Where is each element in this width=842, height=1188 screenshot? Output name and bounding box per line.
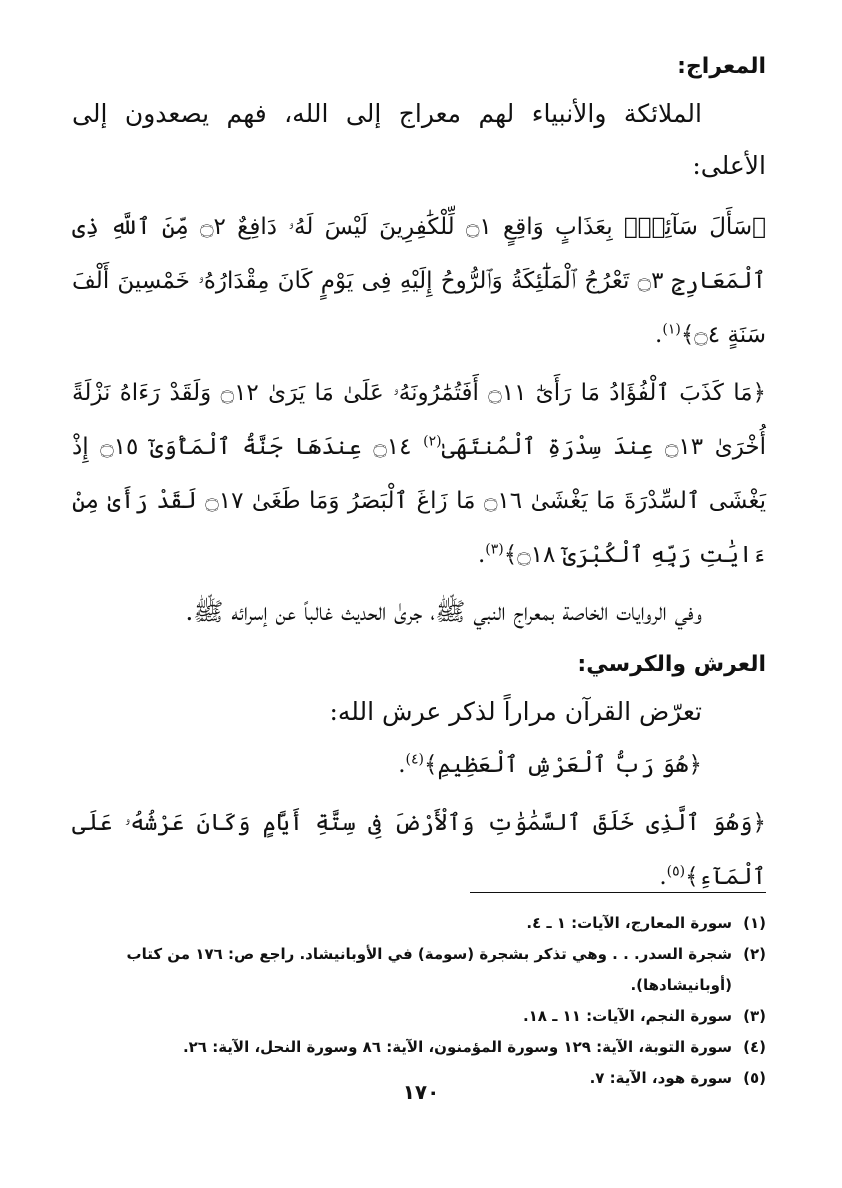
footnote-text: شجرة السدر. . . وهي تذكر بشجرة (سومة) في الأوبانيشاد. راجع ص: ١٧٦ من كتاب (أوبانيشادها). [126, 945, 732, 994]
miraj-intro-paragraph: الملائكة والأنبياء لهم معراج إلى الله، فهم يصعدون إلى الأعلى: [72, 99, 766, 180]
footnote-number: (٣) [743, 1007, 766, 1025]
footnote-number: (٤) [743, 1038, 766, 1056]
verse-text: ﴿مَا كَذَبَ ٱلْفُؤَادُ مَا رَأَىٰٓ ۝١١ أَفَتُمَٰرُونَهُۥ عَلَىٰ مَا يَرَىٰ ۝١٢ وَلَقَدْ رَءَاهُ نَزْلَةً أُخْرَىٰ ۝١٣ عِندَ سِدْرَةِ ٱلْمُنتَهَىٰ [72, 380, 766, 460]
footnote-item [72, 1001, 766, 1032]
footnote-ref: (٣) [485, 541, 504, 558]
footnote-item [72, 908, 766, 939]
footnotes [72, 908, 766, 1094]
footnote-ref: (٤) [405, 751, 424, 768]
footnote-text: سورة التوبة، الآية: ١٢٩ وسورة المؤمنون، الآية: ٨٦ وسورة النحل، الآية: ٢٦. [182, 1038, 732, 1056]
section-heading-throne: العرش والكرسي: [577, 652, 766, 677]
footnote-text: سورة المعارج، الآيات: ١ ـ ٤. [526, 914, 732, 932]
quran-verse-throne-water: ﴿وَهُوَ ٱلَّذِى خَلَقَ ٱلسَّمَٰوَٰتِ وَٱلْأَرْضَ فِى سِتَّةِ أَيَّامٍ وَكَانَ عَرْشُهُۥ عَلَى ٱلْمَآءِ﴾$^{(٥)}$. [72, 810, 766, 890]
quran-verse-throne-great: ﴿هُوَ رَبُّ ٱلْعَرْشِ ٱلْعَظِيمِ﴾$^{(٤)}$. [398, 751, 702, 778]
verse-text: ﴿وَهُوَ ٱلَّذِى خَلَقَ ٱلسَّمَٰوَٰتِ وَٱلْأَرْضَ فِى سِتَّةِ أَيَّامٍ وَكَانَ عَرْشُهُۥ عَلَى ٱلْمَآءِ﴾ [72, 810, 766, 890]
footnote-number: (٥) [743, 1069, 766, 1087]
verse-text: ﴿هُوَ رَبُّ ٱلْعَرْشِ ٱلْعَظِيمِ﴾ [424, 752, 702, 778]
verse-text: ﴿سَأَلَ سَآئِلُۢ بِعَذَابٍ وَاقِعٍ ۝١ لِّلْكَٰفِرِينَ لَيْسَ لَهُۥ دَافِعٌ ۝٢ مِّنَ ٱللَّهِ ذِى ٱلْمَعَارِجِ ۝٣ تَعْرُجُ ٱلْمَلَٰٓئِكَةُ وَٱلرُّوحُ إِلَيْهِ فِى يَوْمٍ كَانَ مِقْدَارُهُۥ خَمْسِينَ أَلْفَ سَنَةٍ ۝٤﴾ [72, 214, 766, 348]
page-body [72, 40, 766, 1160]
section-heading-miraj: المعراج: [677, 54, 766, 79]
footnote-item [72, 1032, 766, 1063]
footnote-item [72, 939, 766, 1001]
footnote-text: سورة النجم، الآيات: ١١ ـ ١٨. [522, 1007, 732, 1025]
quran-verse-najm: ﴿مَا كَذَبَ ٱلْفُؤَادُ مَا رَأَىٰٓ ۝١١ أَفَتُمَٰرُونَهُۥ عَلَىٰ مَا يَرَىٰ ۝١٢ وَلَقَدْ رَءَاهُ نَزْلَةً أُخْرَىٰ ۝١٣ عِندَ سِدْرَةِ ٱلْمُنتَهَىٰ$^{(٢)}$ ۝١٤ عِندَهَا جَنَّةُ ٱلْمَأْوَىٰٓ ۝١٥ إِذْ يَغْشَى ٱلسِّدْرَةَ مَا يَغْشَىٰ ۝١٦ مَا زَاغَ ٱلْبَصَرُ وَمَا طَغَىٰ ۝١٧ لَقَدْ رَأَىٰ مِنْ ءَايَٰتِ رَبِّهِ ٱلْكُبْرَىٰٓ ۝١٨﴾$^{(٣)}$. [72, 380, 766, 568]
verse-text-continued: ۝١٤ عِندَهَا جَنَّةُ ٱلْمَأْوَىٰٓ ۝١٥ إِذْ يَغْشَى ٱلسِّدْرَةَ مَا يَغْشَىٰ ۝١٦ مَا زَاغَ ٱلْبَصَرُ وَمَا طَغَىٰ ۝١٧ لَقَدْ رَأَىٰ مِنْ ءَايَٰتِ رَبِّهِ ٱلْكُبْرَىٰٓ ۝١٨﴾ [72, 434, 766, 568]
footnote-text: سورة هود، الآية: ٧. [589, 1069, 732, 1087]
page-number: ١٧٠ [402, 1080, 440, 1104]
footnote-number: (٢) [743, 945, 766, 963]
spacer [72, 192, 766, 200]
footnote-divider [470, 892, 766, 893]
quran-verse-maarij: ﴿سَأَلَ سَآئِلُۢ بِعَذَابٍ وَاقِعٍ ۝١ لِّلْكَٰفِرِينَ لَيْسَ لَهُۥ دَافِعٌ ۝٢ مِّنَ ٱللَّهِ ذِى ٱلْمَعَارِجِ ۝٣ تَعْرُجُ ٱلْمَلَٰٓئِكَةُ وَٱلرُّوحُ إِلَيْهِ فِى يَوْمٍ كَانَ مِقْدَارُهُۥ خَمْسِينَ أَلْفَ سَنَةٍ ۝٤﴾$^{(١)}$. [72, 214, 766, 348]
footnote-ref: (١) [662, 321, 681, 338]
footnote-number: (١) [743, 914, 766, 932]
footnote-ref: (٥) [666, 863, 686, 880]
narrations-paragraph: وفي الروايات الخاصة بمعراج النبي ﷺ، جرىٰ الحديث غالباً عن إسرائه ﷺ. [185, 597, 702, 626]
footnote-ref: (٢) [423, 433, 442, 450]
throne-intro-paragraph: تعرّض القرآن مراراً لذكر عرش الله: [329, 697, 702, 726]
